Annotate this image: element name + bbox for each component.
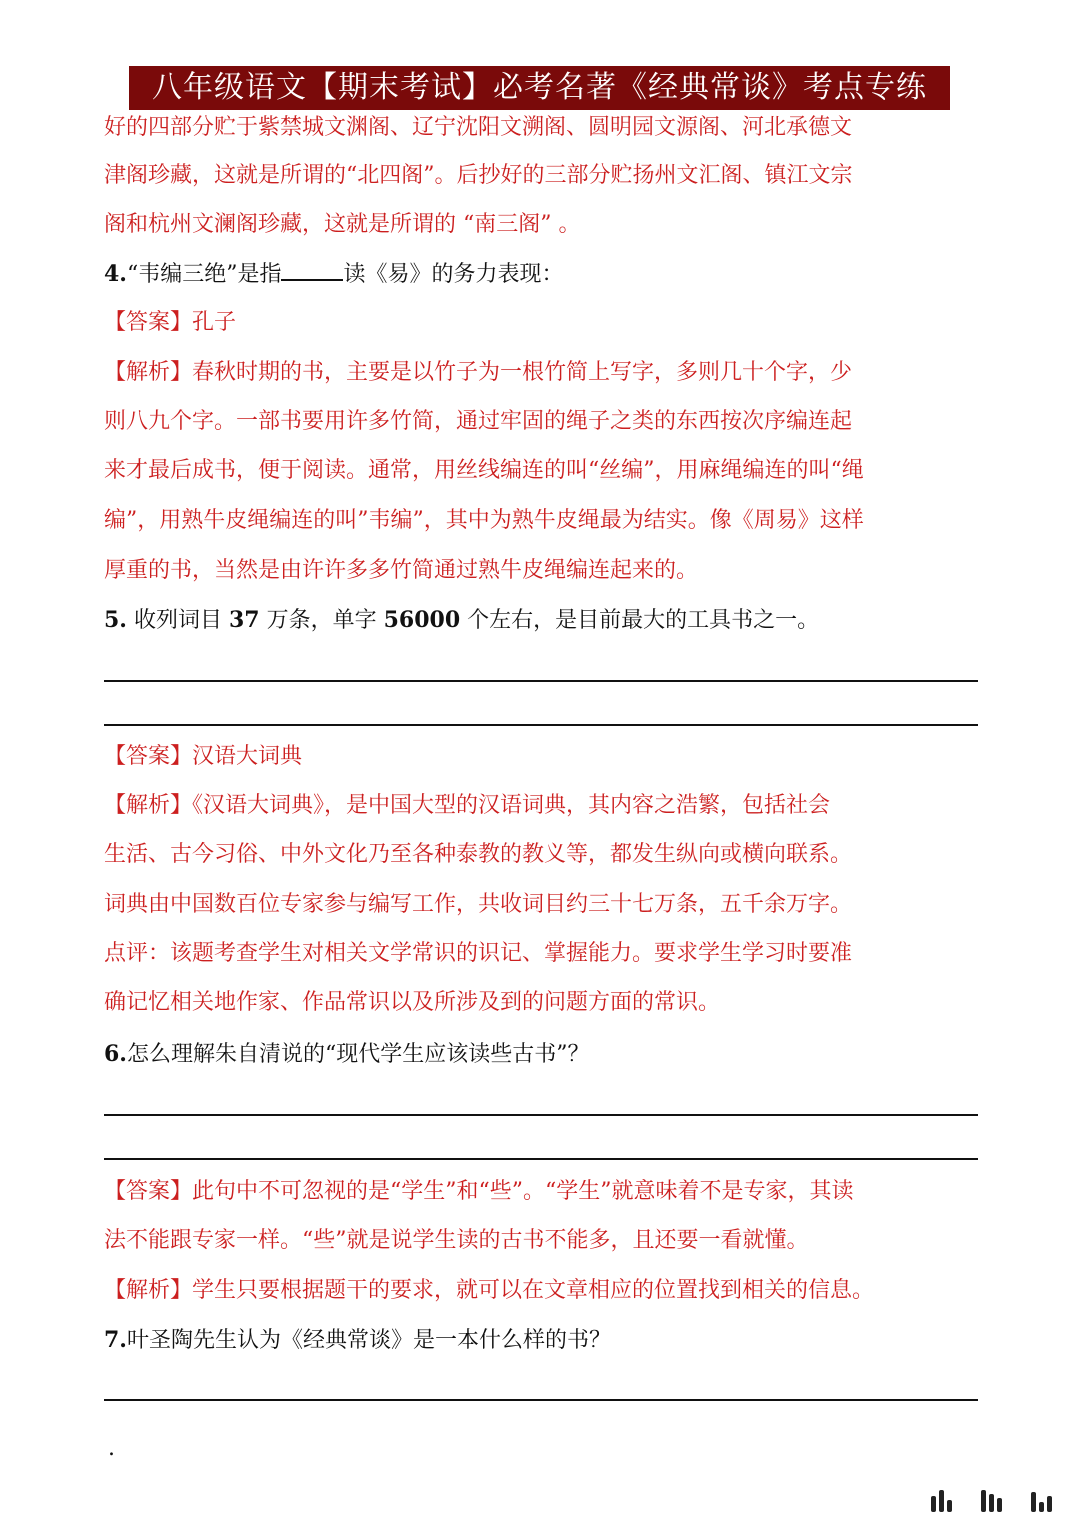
q5-analysis-line-3: 词典由中国数百位专家参与编写工作，共收词目约三十七万条，五千余万字。	[104, 892, 853, 917]
question-number: 4.	[104, 261, 127, 287]
menu-icon[interactable]	[1031, 1488, 1052, 1512]
answer-line[interactable]	[104, 724, 978, 726]
q4-analysis-line-2: 则八九个字。一部书要用许多竹简，通过牢固的绳子之类的东西按次序编连起	[104, 409, 853, 434]
question-text: “韦编三绝”是指	[126, 262, 282, 287]
question-text: 怎么理解朱自清说的“现代学生应该读些古书”？	[126, 1042, 590, 1067]
page-title: 八年级语文【期末考试】必考名著《经典常谈》考点专练	[129, 66, 950, 110]
question-number: 7.	[104, 1327, 127, 1353]
q5-answer	[104, 737, 978, 777]
answer-tag: 【答案】	[104, 744, 193, 769]
q4-answer	[104, 303, 978, 343]
question-number-value: 37	[228, 607, 260, 633]
trailing-dot: .	[108, 1436, 115, 1461]
question-5	[104, 600, 978, 641]
answer-text: 汉语大词典	[192, 744, 303, 769]
analysis-tag: 【解析】	[104, 360, 193, 385]
answer-tag: 【答案】	[104, 1179, 193, 1204]
answer-line[interactable]	[104, 1399, 978, 1401]
q5-analysis-line-1	[104, 786, 978, 826]
question-number: 6.	[104, 1041, 127, 1067]
question-text: 叶圣陶先生认为《经典常谈》是一本什么样的书？	[126, 1328, 611, 1353]
analysis-text: 学生只要根据题干的要求，就可以在文章相应的位置找到相关的信息。	[192, 1278, 875, 1303]
answer-tag: 【答案】	[104, 310, 193, 335]
intro-line-2: 津阁珍藏，这就是所谓的“北四阁”。后抄好的三部分贮扬州文汇阁、镇江文宗	[104, 163, 853, 188]
answer-text: 孔子	[192, 310, 237, 335]
q5-analysis-line-5: 确记忆相关地作家、作品常识以及所涉及到的问题方面的常识。	[104, 990, 721, 1015]
page-view-icon[interactable]	[931, 1488, 952, 1512]
answer-blank[interactable]	[281, 257, 343, 281]
question-7	[104, 1320, 978, 1361]
q6-answer-line-1	[104, 1172, 978, 1212]
question-text: 读《易》的务力表现：	[343, 262, 564, 287]
q4-analysis-line-5: 厚重的书，当然是由许许多多竹简通过熟牛皮绳编连起来的。	[104, 558, 699, 583]
q4-analysis-line-1	[104, 353, 978, 393]
question-text: 万条，单字	[259, 608, 384, 633]
analysis-text: 春秋时期的书，主要是以竹子为一根竹简上写字，多则几十个字，少	[192, 360, 853, 385]
question-6	[104, 1034, 978, 1075]
answer-text: 此句中不可忽视的是“学生”和“些”。“学生”就意味着不是专家，其读	[192, 1179, 854, 1204]
analysis-tag: 【解析】	[104, 1278, 193, 1303]
question-text: 个左右，是目前最大的工具书之一。	[460, 608, 820, 633]
q5-analysis-line-4: 点评：该题考查学生对相关文学常识的识记、掌握能力。要求学生学习时要准	[104, 941, 853, 966]
q4-analysis-line-4: 编”，用熟牛皮绳编连的叫”韦编”，其中为熟牛皮绳最为结实。像《周易》这样	[104, 508, 864, 533]
answer-line[interactable]	[104, 680, 978, 682]
analysis-text: 《汉语大词典》，是中国大型的汉语词典，其内容之浩繁，包括社会	[192, 793, 831, 818]
zoom-icon[interactable]	[981, 1488, 1002, 1512]
q6-analysis	[104, 1271, 978, 1311]
question-number: 5.	[104, 607, 127, 633]
analysis-tag: 【解析】	[104, 793, 193, 818]
q5-analysis-line-2: 生活、古今习俗、中外文化乃至各种泰教的教义等，都发生纵向或横向联系。	[104, 842, 853, 867]
intro-line-1: 好的四部分贮于紫禁城文渊阁、辽宁沈阳文溯阁、圆明园文源阁、河北承德文	[104, 115, 853, 140]
question-text: 收列词目	[126, 608, 229, 633]
question-4	[104, 254, 978, 295]
answer-line[interactable]	[104, 1158, 978, 1160]
intro-line-3: 阁和杭州文澜阁珍藏，这就是所谓的 “南三阁” 。	[104, 212, 581, 237]
q4-analysis-line-3: 来才最后成书，便于阅读。通常，用丝线编连的叫“丝编”，用麻绳编连的叫“绳	[104, 458, 864, 483]
viewer-toolbar	[916, 1480, 1066, 1520]
answer-line[interactable]	[104, 1114, 978, 1116]
question-number-value: 56000	[383, 607, 461, 633]
q6-answer-line-2: 法不能跟专家一样。“些”就是说学生读的古书不能多，且还要一看就懂。	[104, 1228, 809, 1253]
